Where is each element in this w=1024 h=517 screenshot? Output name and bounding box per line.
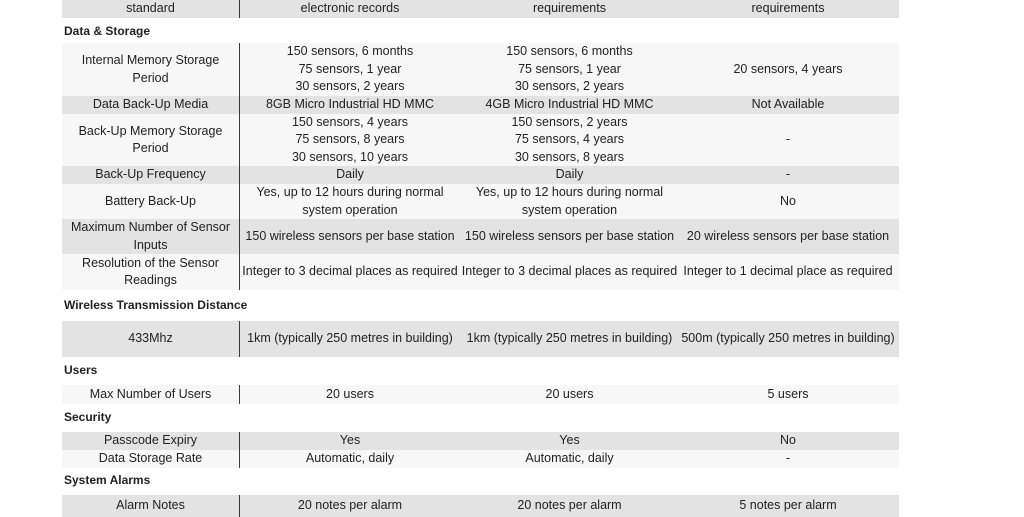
cell-text: 75 sensors, 1 year: [518, 61, 621, 76]
cell-text: 20 sensors, 4 years: [733, 61, 843, 76]
cell-model-2: [460, 450, 679, 468]
cell-model-1: [240, 114, 460, 166]
row-label: [62, 385, 240, 404]
cell-text: 150 wireless sensors per base station: [464, 228, 675, 243]
cell-model-1: [240, 43, 460, 96]
table-row-resolution: [62, 254, 899, 290]
cell-text: Automatic, daily: [525, 451, 614, 466]
cell-text: Daily: [336, 167, 364, 182]
cell-text: 30 sensors, 2 years: [514, 79, 625, 94]
cell-text: 20 notes per alarm: [297, 498, 403, 513]
cell-text: Period: [132, 70, 169, 85]
cell-text: Alarm Notes: [116, 498, 185, 513]
cell-text: requirements: [533, 1, 606, 16]
table-row-battery-backup: [62, 184, 899, 219]
cell-text: standard: [126, 1, 175, 16]
cell-text: Data Storage Rate: [98, 451, 203, 466]
cell-text: Data Back-Up Media: [92, 97, 209, 112]
cell-text: Internal Memory Storage: [81, 53, 220, 67]
cell-text: 150 wireless sensors per base station: [245, 228, 455, 243]
cell-text: 5 notes per alarm: [739, 498, 837, 513]
row-label: [62, 43, 240, 96]
cell-model-3: [679, 450, 897, 468]
cell-model-1: [240, 96, 460, 114]
table-row-backup-media: [62, 96, 899, 114]
cell-model-2: [460, 96, 679, 114]
cell-text: system operation: [521, 202, 618, 217]
cell-text: Integer to 1 decimal place as required: [683, 264, 893, 279]
cell-text: Max Number of Users: [89, 386, 212, 401]
cell-model-3: [679, 166, 897, 184]
row-label: [62, 96, 240, 114]
cell-text: 20 notes per alarm: [517, 498, 622, 513]
table-row-passcode-expiry: [62, 432, 899, 450]
cell-text: 30 sensors, 2 years: [295, 79, 405, 94]
cell-model-1: [240, 184, 460, 219]
cell-text: 5 users: [767, 386, 809, 401]
cell-model-2: [460, 321, 679, 357]
cell-model-3: [679, 321, 897, 357]
table-row-433mhz: [62, 321, 899, 357]
cell-text: Maximum Number of Sensor: [70, 220, 231, 234]
cell-text: Yes, up to 12 hours during normal: [475, 185, 664, 199]
cell-model-2: [460, 385, 679, 404]
cell-text: No: [780, 193, 796, 208]
cell-model-1: [240, 495, 460, 517]
cell-text: 433Mhz: [128, 331, 173, 346]
cell-text: Yes: [559, 433, 580, 448]
cell-text: 20 users: [545, 386, 594, 401]
cell-model-1: [240, 254, 460, 290]
cell-model-2: [460, 495, 679, 517]
row-label: [62, 219, 240, 254]
section-heading-system-alarms: System Alarms: [64, 473, 151, 488]
cell-text: Passcode Expiry: [103, 433, 198, 448]
row-label: [62, 166, 240, 184]
cell-text: 150 sensors, 4 years: [291, 114, 409, 129]
cell-model-3: [679, 495, 897, 517]
cell-text: -: [785, 132, 791, 147]
cell-model-3: [679, 219, 897, 254]
table-row-max-users: [62, 385, 899, 404]
cell-model-1: [240, 450, 460, 468]
cell-text: Resolution of the Sensor: [82, 255, 219, 270]
table-row-internal-memory: [62, 43, 899, 96]
cell-text: -: [785, 167, 791, 182]
row-label: [62, 432, 240, 450]
cell-model-3: [679, 254, 897, 290]
cell-model-2: [460, 166, 679, 184]
table-row-top: [62, 0, 899, 18]
table-row-alarm-notes: [62, 495, 899, 517]
cell-text: Automatic, daily: [305, 451, 395, 466]
table-row-backup-frequency: [62, 166, 899, 184]
cell-model-3: [679, 385, 897, 404]
cell-text: Period: [132, 141, 169, 155]
cell-model-2: [460, 43, 679, 96]
cell-text: Inputs: [133, 237, 168, 252]
cell-model-2: [460, 254, 679, 290]
cell-model-3: [679, 0, 897, 18]
cell-model-1: [240, 432, 460, 450]
cell-model-1: [240, 321, 460, 357]
cell-model-2: [460, 219, 679, 254]
cell-text: 30 sensors, 10 years: [291, 149, 409, 164]
section-heading-security: Security: [64, 410, 112, 425]
cell-model-1: [240, 166, 460, 184]
cell-model-3: [679, 184, 897, 219]
cell-text: Not Available: [751, 97, 825, 112]
cell-text: No: [780, 433, 796, 448]
cell-text: 75 sensors, 1 year: [298, 61, 402, 76]
cell-model-1: [240, 385, 460, 404]
cell-model-3: [679, 432, 897, 450]
cell-text: 30 sensors, 8 years: [514, 149, 625, 164]
cell-model-3: [679, 43, 897, 96]
cell-text: system operation: [302, 202, 398, 217]
cell-model-3: [679, 96, 897, 114]
table-row-data-storage-rate: [62, 450, 899, 468]
cell-text: Back-Up Frequency: [95, 167, 206, 182]
cell-text: requirements: [751, 1, 825, 16]
table-row-max-sensor-inputs: [62, 219, 899, 254]
cell-model-2: [460, 184, 679, 219]
cell-text: 1km (typically 250 metres in building): [466, 331, 673, 346]
cell-text: 150 sensors, 6 months: [506, 44, 633, 59]
cell-model-1: [240, 0, 460, 18]
cell-text: 500m (typically 250 metres in building): [681, 331, 895, 346]
cell-text: Battery Back-Up: [104, 193, 196, 208]
table-row-backup-memory: [62, 114, 899, 166]
cell-text: -: [785, 451, 791, 466]
cell-model-2: [460, 114, 679, 166]
cell-text: Readings: [124, 273, 177, 287]
cell-text: 4GB Micro Industrial HD MMC: [485, 97, 654, 112]
cell-text: 20 wireless sensors per base station: [686, 228, 890, 243]
cell-text: 75 sensors, 4 years: [514, 132, 625, 147]
cell-text: 75 sensors, 8 years: [295, 132, 405, 147]
cell-model-3: [679, 114, 897, 166]
cell-text: electronic records: [300, 1, 400, 16]
cell-text: Back-Up Memory Storage: [78, 123, 223, 138]
cell-text: 8GB Micro Industrial HD MMC: [265, 97, 435, 112]
cell-text: Daily: [555, 167, 584, 182]
cell-text: Yes, up to 12 hours during normal: [256, 185, 444, 199]
cell-text: 150 sensors, 6 months: [286, 44, 414, 59]
cell-text: 150 sensors, 2 years: [511, 114, 628, 129]
cell-text: 20 users: [326, 386, 374, 401]
cell-text: Integer to 3 decimal places as required: [242, 264, 458, 279]
cell-text: Yes: [339, 433, 361, 448]
cell-model-2: [460, 0, 679, 18]
row-label: [62, 450, 240, 468]
row-label: [62, 0, 240, 18]
row-label: [62, 321, 240, 357]
section-heading-wireless: Wireless Transmission Distance: [64, 298, 248, 313]
cell-model-1: [240, 219, 460, 254]
section-heading-users: Users: [64, 363, 98, 378]
row-label: [62, 184, 240, 219]
row-label: [62, 495, 240, 517]
cell-text: Integer to 3 decimal places as required: [461, 264, 678, 279]
cell-text: 1km (typically 250 metres in building): [247, 331, 453, 346]
row-label: [62, 254, 240, 290]
spec-table: [62, 0, 899, 512]
section-heading-data-storage: Data & Storage: [64, 24, 151, 39]
row-label: [62, 114, 240, 166]
cell-model-2: [460, 432, 679, 450]
